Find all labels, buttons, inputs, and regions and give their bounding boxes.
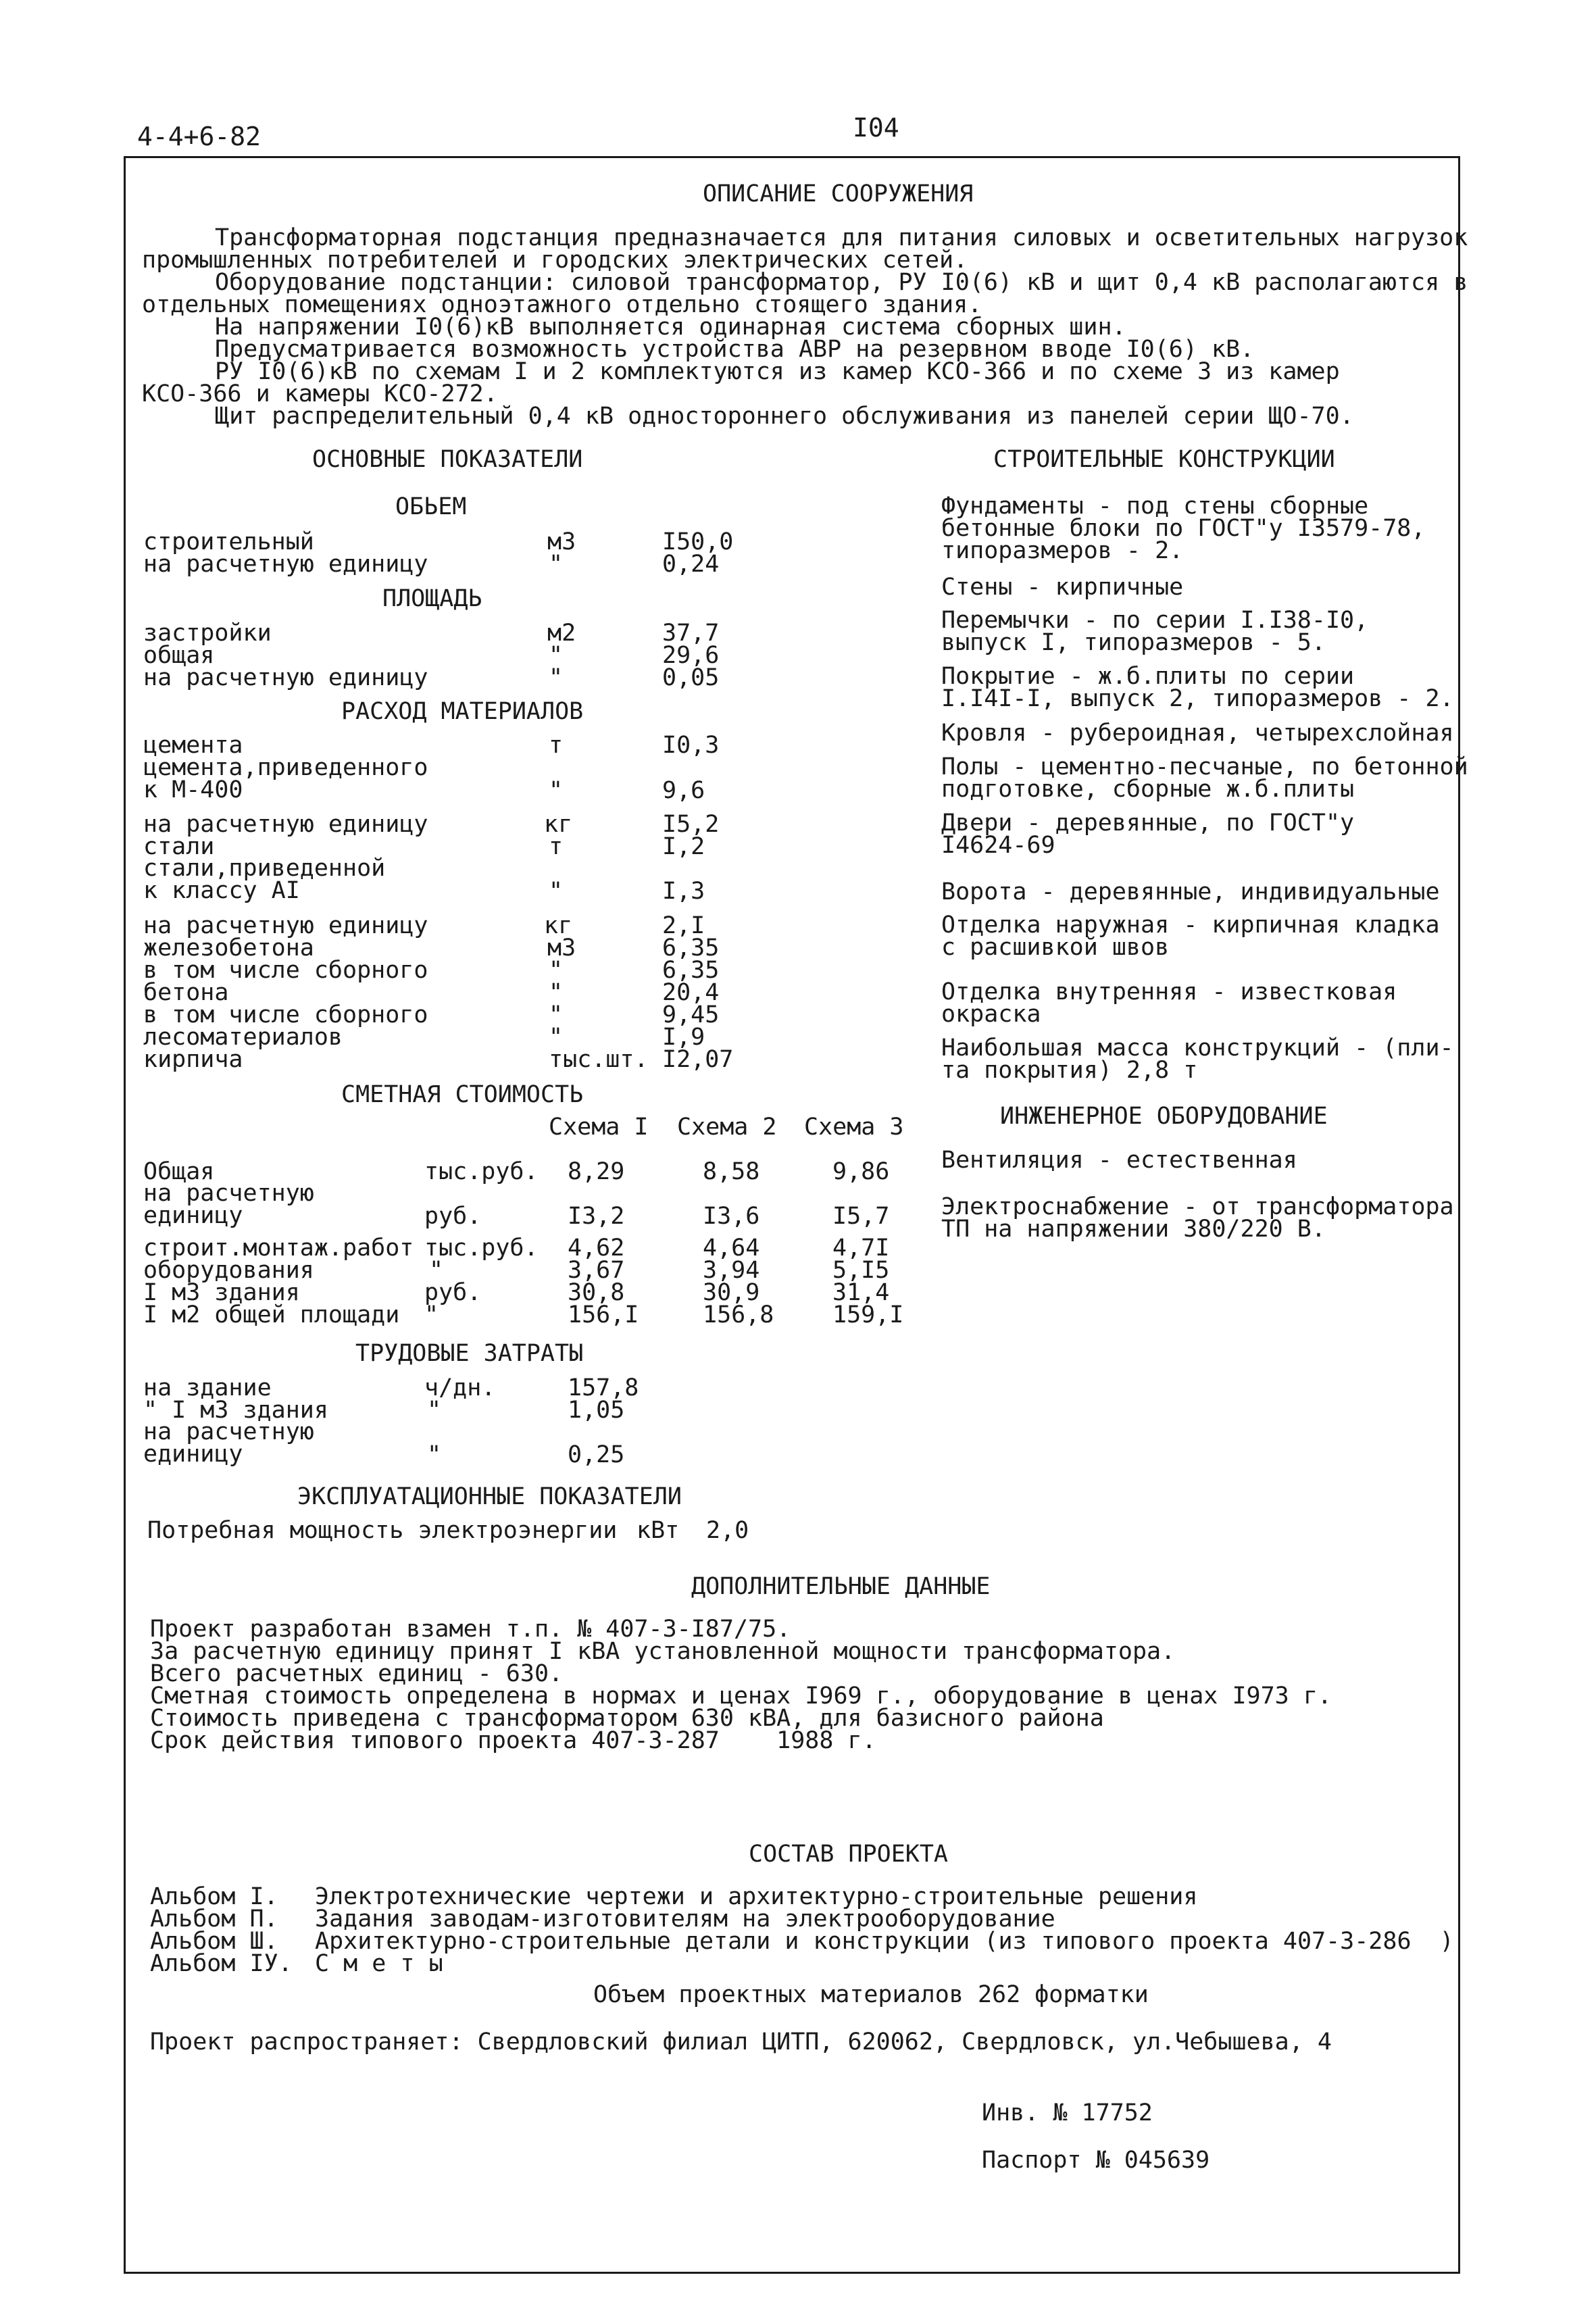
construction-item: Ворота - деревянные, индивидуальные bbox=[941, 878, 1440, 905]
engineering-item: Вентиляция - естественная bbox=[941, 1147, 1297, 1174]
cost-column-header: Схема 2 bbox=[677, 1114, 777, 1141]
indicator-unit: " bbox=[549, 1024, 564, 1051]
additional-heading: ДОПОЛНИТЕЛЬНЫЕ ДАННЫЕ bbox=[691, 1573, 991, 1600]
cost-value: 5,I5 bbox=[832, 1257, 890, 1284]
operational-unit: кВт bbox=[637, 1517, 680, 1544]
additional-line: Стоимость приведена с трансформатором 630 кВА, для базисного района bbox=[150, 1705, 1104, 1732]
construction-item: Фундаменты - под стены сборные бетонные блоки по ГОСТ"у I3579-78, типоразмеров - 2. bbox=[941, 493, 1426, 564]
indicator-value: I0,3 bbox=[662, 732, 720, 759]
indicator-unit: " bbox=[549, 551, 564, 578]
distribution-line: Проект распространяет: Свердловский филиал ЦИТП, 620062, Свердловск, ул.Чебышева, 4 bbox=[150, 2028, 1332, 2056]
cost-row-label: Общая bbox=[143, 1158, 215, 1185]
album-number: Альбом Ш. bbox=[150, 1928, 278, 1955]
indicator-value: I2,07 bbox=[662, 1046, 734, 1073]
indicator-unit: " bbox=[549, 979, 564, 1006]
indicator-value: 6,35 bbox=[662, 935, 720, 962]
description-line: отдельных помещениях одноэтажного отдельно стоящего здания. bbox=[142, 291, 982, 318]
indicator-label: лесоматериалов bbox=[143, 1024, 343, 1051]
description-line: РУ I0(6)кВ по схемам I и 2 комплектуются из камер КСО-366 и по схеме 3 из камер bbox=[215, 358, 1340, 385]
indicator-label: цемента bbox=[143, 732, 243, 759]
cost-row-label: I м2 общей площади bbox=[143, 1301, 400, 1328]
album-number: Альбом I. bbox=[150, 1883, 278, 1910]
indicator-unit: " bbox=[549, 1001, 564, 1028]
indicator-label: в том числе сборного bbox=[143, 1001, 428, 1028]
description-line: На напряжении I0(6)кВ выполняется одинарная система сборных шин. bbox=[215, 314, 1126, 341]
cost-value: 159,I bbox=[832, 1301, 904, 1328]
indicator-value: 29,6 bbox=[662, 642, 720, 669]
additional-line: Всего расчетных единиц - 630. bbox=[150, 1660, 564, 1687]
engineering-item: Электроснабжение - от трансформатора ТП на напряжении 380/220 В. bbox=[941, 1193, 1454, 1243]
cost-row-label: на расчетную единицу bbox=[143, 1180, 314, 1229]
additional-line: Срок действия типового проекта 407-3-287 1988 г. bbox=[150, 1727, 876, 1754]
indicator-label: на расчетную единицу bbox=[143, 811, 428, 838]
description-line: Трансформаторная подстанция предназначается для питания силовых и осветительных нагрузок bbox=[215, 224, 1468, 251]
description-line: Оборудование подстанции: силовой трансформатор, РУ I0(6) кВ и щит 0,4 кВ располагаются в bbox=[215, 269, 1468, 296]
indicator-value: I,9 bbox=[662, 1024, 705, 1051]
indicator-unit: т bbox=[549, 833, 564, 860]
indicator-unit: " bbox=[549, 878, 564, 905]
cost-value: I3,6 bbox=[703, 1203, 760, 1230]
cost-value: I3,2 bbox=[568, 1203, 625, 1230]
indicator-unit: м3 bbox=[547, 528, 576, 555]
construction-item: Двери - деревянные, по ГОСТ"у I4624-69 bbox=[941, 810, 1355, 859]
construction-item: Перемычки - по серии I.I38-I0, выпуск I, типоразмеров - 5. bbox=[941, 607, 1369, 656]
cost-value: 8,58 bbox=[703, 1158, 760, 1185]
cost-value: 9,86 bbox=[832, 1158, 890, 1185]
cost-value: 156,I bbox=[568, 1301, 639, 1328]
indicator-unit: " bbox=[549, 664, 564, 691]
indicator-unit: " bbox=[549, 642, 564, 669]
indicator-unit: " bbox=[549, 957, 564, 984]
inventory-number: Инв. № 17752 bbox=[982, 2099, 1153, 2126]
cost-row-unit: тыс.руб. bbox=[424, 1158, 539, 1185]
indicator-label: железобетона bbox=[143, 935, 314, 962]
operational-label: Потребная мощность электроэнергии bbox=[147, 1517, 618, 1544]
engineering-heading: ИНЖЕНЕРНОЕ ОБОРУДОВАНИЕ bbox=[1000, 1103, 1328, 1130]
area-heading: ПЛОЩАДЬ bbox=[382, 585, 482, 612]
cost-value: 156,8 bbox=[703, 1301, 774, 1328]
indicator-value: 20,4 bbox=[662, 979, 720, 1006]
cost-value: 31,4 bbox=[832, 1279, 890, 1306]
cost-row-unit: " bbox=[429, 1257, 444, 1284]
album-title: Архитектурно-строительные детали и конструкции (из типового проекта 407-3-286 ) bbox=[315, 1928, 1454, 1955]
description-line: КСО-366 и камеры КСО-272. bbox=[142, 380, 498, 407]
indicator-value: 9,45 bbox=[662, 1001, 720, 1028]
construction-item: Наибольшая масса конструкций - (пли- та покрытия) 2,8 т bbox=[941, 1035, 1454, 1084]
indicator-value: I50,0 bbox=[662, 528, 734, 555]
cost-row-label: строит.монтаж.работ bbox=[143, 1235, 414, 1262]
constructions-heading: СТРОИТЕЛЬНЫЕ КОНСТРУКЦИИ bbox=[993, 446, 1335, 473]
labor-label: на здание bbox=[143, 1374, 272, 1401]
materials-volume: Объем проектных материалов 262 форматки bbox=[593, 1981, 1149, 2008]
description-line: Предусматривается возможность устройства АВР на резервном вводе I0(6) кВ. bbox=[215, 336, 1255, 363]
cost-column-header: Схема 3 bbox=[804, 1114, 904, 1141]
indicator-label: кирпича bbox=[143, 1046, 243, 1073]
cost-value: 4,62 bbox=[568, 1235, 625, 1262]
labor-label: " I м3 здания bbox=[143, 1397, 328, 1424]
cost-row-unit: тыс.руб. bbox=[424, 1235, 539, 1262]
section-title: ОПИСАНИЕ СООРУЖЕНИЯ bbox=[703, 180, 974, 207]
cost-column-header: Схема I bbox=[549, 1114, 649, 1141]
passport-number: Паспорт № 045639 bbox=[982, 2147, 1210, 2174]
labor-value: 1,05 bbox=[568, 1397, 625, 1424]
cost-value: 3,94 bbox=[703, 1257, 760, 1284]
cost-value: 8,29 bbox=[568, 1158, 625, 1185]
cost-row-unit: " bbox=[424, 1301, 439, 1328]
operational-heading: ЭКСПЛУАТАЦИОННЫЕ ПОКАЗАТЕЛИ bbox=[297, 1483, 682, 1510]
indicator-label: на расчетную единицу bbox=[143, 551, 428, 578]
page-number: I04 bbox=[853, 113, 899, 143]
cost-value: 3,67 bbox=[568, 1257, 625, 1284]
construction-item: Стены - кирпичные bbox=[941, 574, 1184, 601]
indicator-value: 37,7 bbox=[662, 620, 720, 647]
cost-row-unit: руб. bbox=[424, 1203, 482, 1230]
indicator-value: 9,6 bbox=[662, 777, 705, 804]
album-number: Альбом IУ. bbox=[150, 1950, 293, 1977]
indicator-label: стали,приведенной к классу AI bbox=[143, 855, 386, 904]
labor-value: 157,8 bbox=[568, 1374, 639, 1401]
indicator-label: общая bbox=[143, 642, 215, 669]
cost-row-label: оборудования bbox=[143, 1257, 314, 1284]
labor-unit: " bbox=[427, 1441, 442, 1468]
cost-value: I5,7 bbox=[832, 1203, 890, 1230]
indicator-value: 0,05 bbox=[662, 664, 720, 691]
materials-heading: РАСХОД МАТЕРИАЛОВ bbox=[341, 698, 584, 725]
indicator-unit: м3 bbox=[547, 935, 576, 962]
labor-unit: " bbox=[427, 1397, 442, 1424]
volume-heading: ОБЬЕМ bbox=[395, 493, 467, 520]
document-code: 4-4+6-82 bbox=[137, 122, 261, 151]
indicator-value: 2,I bbox=[662, 912, 705, 939]
cost-value: 4,7I bbox=[832, 1235, 890, 1262]
indicator-value: 6,35 bbox=[662, 957, 720, 984]
indicator-label: цемента,приведенного к М-400 bbox=[143, 754, 428, 803]
indicator-label: строительный bbox=[143, 528, 314, 555]
labor-value: 0,25 bbox=[568, 1441, 625, 1468]
additional-line: Сметная стоимость определена в нормах и ценах I969 г., оборудование в ценах I973 г. bbox=[150, 1683, 1332, 1710]
cost-row-label: I м3 здания bbox=[143, 1279, 300, 1306]
album-title: Задания заводам-изготовителям на электрооборудование bbox=[315, 1906, 1055, 1933]
indicator-value: 0,24 bbox=[662, 551, 720, 578]
album-title: С м е т ы bbox=[315, 1950, 443, 1977]
construction-item: Кровля - рубероидная, четырехслойная bbox=[941, 720, 1454, 747]
cost-value: 30,8 bbox=[568, 1279, 625, 1306]
additional-line: За расчетную единицу принят I кВА установленной мощности трансформатора. bbox=[150, 1638, 1176, 1665]
composition-heading: СОСТАВ ПРОЕКТА bbox=[749, 1841, 949, 1868]
construction-item: Полы - цементно-песчаные, по бетонной подготовке, сборные ж.б.плиты bbox=[941, 753, 1468, 803]
description-line: Щит распределительный 0,4 кВ одностороннего обслуживания из панелей серии ЩО-70. bbox=[215, 403, 1354, 430]
cost-heading: СМЕТНАЯ СТОИМОСТЬ bbox=[341, 1081, 584, 1108]
indicator-label: бетона bbox=[143, 979, 229, 1006]
album-number: Альбом П. bbox=[150, 1906, 278, 1933]
indicator-label: на расчетную единицу bbox=[143, 664, 428, 691]
description-line: промышленных потребителей и городских электрических сетей. bbox=[142, 247, 968, 274]
main-indicators-heading: ОСНОВНЫЕ ПОКАЗАТЕЛИ bbox=[312, 446, 583, 473]
indicator-value: I,3 bbox=[662, 878, 705, 905]
indicator-label: стали bbox=[143, 833, 215, 860]
labor-label: на расчетную единицу bbox=[143, 1418, 314, 1468]
indicator-unit: кг bbox=[544, 811, 573, 838]
indicator-unit: т bbox=[549, 732, 564, 759]
cost-row-unit: руб. bbox=[424, 1279, 482, 1306]
labor-heading: ТРУДОВЫЕ ЗАТРАТЫ bbox=[355, 1340, 584, 1367]
indicator-label: застройки bbox=[143, 620, 272, 647]
indicator-unit: тыс.шт. bbox=[549, 1046, 649, 1073]
indicator-unit: " bbox=[549, 777, 564, 804]
cost-value: 4,64 bbox=[703, 1235, 760, 1262]
indicator-unit: кг bbox=[544, 912, 573, 939]
indicator-label: на расчетную единицу bbox=[143, 912, 428, 939]
construction-item: Покрытие - ж.б.плиты по серии I.I4I-I, выпуск 2, типоразмеров - 2. bbox=[941, 663, 1454, 712]
indicator-label: в том числе сборного bbox=[143, 957, 428, 984]
labor-unit: ч/дн. bbox=[424, 1374, 496, 1401]
construction-item: Отделка наружная - кирпичная кладка с расшивкой швов bbox=[941, 912, 1440, 961]
album-title: Электротехнические чертежи и архитектурно-строительные решения bbox=[315, 1883, 1198, 1910]
indicator-value: I5,2 bbox=[662, 811, 720, 838]
indicator-value: I,2 bbox=[662, 833, 705, 860]
operational-value: 2,0 bbox=[706, 1517, 749, 1544]
cost-value: 30,9 bbox=[703, 1279, 760, 1306]
indicator-unit: м2 bbox=[547, 620, 576, 647]
construction-item: Отделка внутренняя - известковая окраска bbox=[941, 978, 1397, 1028]
additional-line: Проект разработан взамен т.п. № 407-3-I87/75. bbox=[150, 1616, 791, 1643]
